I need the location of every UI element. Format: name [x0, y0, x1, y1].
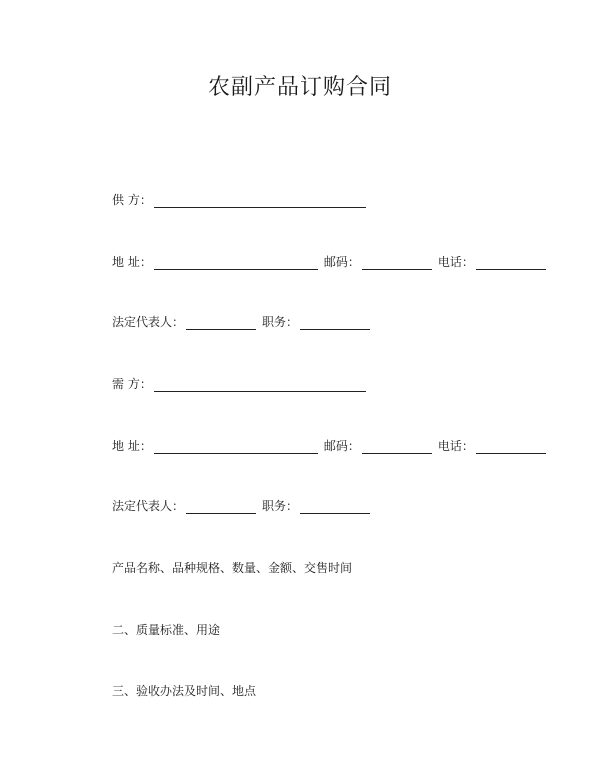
buyer-postcode-label: 邮码：: [323, 439, 360, 453]
supplier-position-label: 职务：: [262, 315, 299, 329]
document-title: 农副产品订购合同: [207, 75, 392, 100]
buyer-phone-label: 电话：: [437, 439, 474, 453]
buyer-address-label: 地 址：: [112, 439, 152, 453]
buyer-rep-line: [112, 494, 376, 514]
supplier-postcode-label: 邮码：: [323, 255, 360, 269]
supplier-phone-blank[interactable]: [476, 255, 546, 270]
section-quality-standard: 二、质量标准、用途: [112, 623, 221, 637]
buyer-position-label: 职务：: [262, 499, 299, 513]
buyer-postcode-blank[interactable]: [362, 439, 432, 454]
buyer-address-blank[interactable]: [154, 439, 318, 454]
supplier-rep-blank[interactable]: [186, 315, 256, 330]
buyer-rep-blank[interactable]: [186, 499, 256, 514]
section-product-info: 产品名称、品种规格、数量、金额、交售时间: [112, 561, 353, 575]
buyer-position-blank[interactable]: [300, 499, 370, 514]
supplier-phone-label: 电话：: [437, 255, 474, 269]
buyer-line: [112, 372, 372, 392]
buyer-rep-label: 法定代表人：: [112, 499, 185, 513]
supplier-rep-label: 法定代表人：: [112, 315, 185, 329]
supplier-blank[interactable]: [154, 193, 366, 208]
section-acceptance-method: 三、验收办法及时间、地点: [112, 684, 257, 698]
supplier-address-blank[interactable]: [154, 255, 318, 270]
supplier-postcode-blank[interactable]: [362, 255, 432, 270]
buyer-phone-blank[interactable]: [476, 439, 546, 454]
supplier-rep-line: [112, 310, 376, 330]
buyer-address-line: [112, 434, 552, 454]
supplier-line: [112, 188, 372, 208]
supplier-address-line: [112, 250, 552, 270]
supplier-address-label: 地 址：: [112, 255, 152, 269]
supplier-position-blank[interactable]: [300, 315, 370, 330]
supplier-label: 供 方：: [112, 193, 152, 207]
buyer-blank[interactable]: [154, 377, 366, 392]
buyer-label: 需 方：: [112, 377, 152, 391]
